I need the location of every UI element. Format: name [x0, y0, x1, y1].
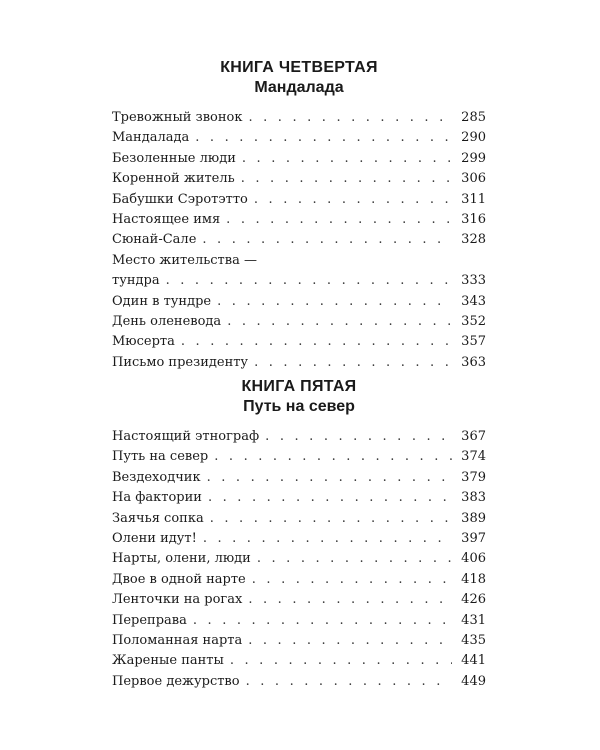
toc-dot-leader	[248, 108, 452, 128]
toc-page-number: 449	[461, 673, 486, 689]
toc-entry-title: Переправа	[112, 612, 187, 628]
toc-entry	[112, 332, 486, 352]
toc-entry	[112, 251, 486, 271]
toc-entry	[112, 488, 486, 508]
toc-page-number: 374	[461, 449, 486, 465]
toc-dot-leader	[248, 631, 452, 651]
toc-entry-title: Первое дежурство	[112, 673, 240, 689]
toc-entry	[112, 128, 486, 148]
toc-entry-title: Один в тундре	[112, 293, 212, 309]
toc-page-number: 435	[461, 632, 486, 648]
toc-entry-title: Безоленные люди	[112, 150, 236, 166]
toc-entry	[112, 549, 486, 569]
toc-dot-leader	[254, 190, 452, 210]
toc-dot-leader	[257, 549, 452, 569]
toc-entry	[112, 427, 486, 447]
toc-entry	[112, 468, 486, 488]
toc-entry-title: Заячья сопка	[112, 510, 204, 526]
toc-dot-leader	[208, 488, 452, 508]
toc-entry	[112, 590, 486, 610]
book-five-subtitle: Путь на север	[243, 398, 355, 415]
toc-entry	[112, 210, 486, 230]
toc-entry-title: тундра	[112, 273, 160, 289]
toc-entry-title: День оленевода	[112, 313, 222, 329]
toc-entry	[112, 509, 486, 529]
toc-dot-leader	[252, 570, 452, 590]
toc-page-number: 418	[461, 571, 486, 587]
toc-entry	[112, 230, 486, 250]
toc-dot-leader	[230, 651, 452, 671]
toc-dot-leader	[248, 590, 452, 610]
toc-dot-leader	[265, 427, 452, 447]
toc-page-number: 343	[461, 293, 486, 309]
toc-page-number: 352	[461, 313, 486, 329]
toc-entry-title: Настоящий этнограф	[112, 429, 260, 444]
toc-dot-leader	[195, 128, 452, 148]
toc-entry	[112, 190, 486, 210]
toc-entry-title: Ленточки на рогах	[112, 592, 243, 608]
book-four-title: КНИГА ЧЕТВЕРТАЯ	[220, 59, 378, 76]
toc-page-number: 406	[461, 551, 486, 567]
toc-entry-title: Место жительства —	[112, 252, 257, 268]
toc-entry-title: Сюнай-Сале	[112, 232, 197, 248]
toc-dot-leader	[210, 509, 452, 529]
toc-entry-title: Поломанная нарта	[112, 632, 243, 648]
toc-dot-leader	[242, 149, 452, 169]
toc-entry	[112, 651, 486, 671]
toc-dot-leader	[193, 611, 452, 631]
toc-page-number: 290	[461, 130, 486, 146]
toc-entry-title: Настоящее имя	[112, 211, 221, 227]
toc-dot-leader	[203, 529, 452, 549]
toc-entry	[112, 570, 486, 590]
toc-page-number: 389	[461, 510, 486, 526]
toc-page-number: 357	[461, 334, 486, 350]
toc-page-number: 367	[461, 429, 486, 444]
toc-entry-title: Коренной житель	[112, 171, 235, 187]
toc-dot-leader	[254, 353, 452, 373]
toc-entry	[112, 672, 486, 692]
toc-dot-leader	[202, 230, 452, 250]
toc-entry-title: Путь на север	[112, 449, 209, 465]
toc-entry-title: На фактории	[112, 490, 202, 506]
toc-entry	[112, 447, 486, 467]
book-four-section	[112, 58, 486, 373]
toc-entry	[112, 271, 486, 291]
toc-entry-title: Бабушки Сэротэтто	[112, 191, 248, 207]
toc-entry	[112, 611, 486, 631]
toc-entry-title: Мюсерта	[112, 334, 175, 350]
book-five-section	[112, 377, 486, 692]
toc-page-number: 431	[461, 612, 486, 628]
toc-entry-title: Мандалада	[112, 130, 190, 146]
toc-entry	[112, 169, 486, 189]
toc-entry	[112, 529, 486, 549]
toc-dot-leader	[246, 672, 452, 692]
toc-dot-leader	[217, 292, 452, 312]
toc-dot-leader	[227, 312, 452, 332]
toc-page-number: 306	[461, 171, 486, 187]
toc-page-number: 379	[461, 469, 486, 485]
toc-dot-leader	[207, 468, 452, 488]
toc-page-number: 426	[461, 592, 486, 608]
toc-page-number: 397	[461, 530, 486, 546]
toc-dot-leader	[226, 210, 452, 230]
toc-page-number: 328	[461, 232, 486, 248]
toc-entry	[112, 108, 486, 128]
toc-dot-leader	[166, 271, 452, 291]
toc-entry-title: Вездеходчик	[112, 469, 201, 485]
toc-page-number: 299	[461, 150, 486, 166]
book-five-toc-list	[112, 427, 486, 692]
toc-dot-leader	[214, 447, 452, 467]
toc-entry-title: Нарты, олени, люди	[112, 551, 251, 567]
toc-page-number: 363	[461, 354, 486, 370]
book-four-subtitle: Мандалада	[254, 79, 344, 96]
toc-page-number: 316	[461, 211, 486, 227]
toc-entry-title: Двое в одной нарте	[112, 571, 246, 587]
toc-entry-title: Тревожный звонок	[112, 110, 243, 125]
toc-entry-title: Олени идут!	[112, 530, 197, 546]
toc-page-number: 285	[461, 110, 486, 125]
toc-page-number: 333	[461, 273, 486, 289]
toc-entry	[112, 353, 486, 373]
toc-entry	[112, 312, 486, 332]
toc-page-number: 441	[461, 653, 486, 669]
toc-entry-title: Жареные панты	[112, 653, 224, 669]
book-four-toc-list	[112, 108, 486, 373]
toc-page-number: 311	[461, 191, 486, 207]
book-five-title: КНИГА ПЯТАЯ	[241, 378, 357, 395]
toc-dot-leader	[241, 169, 452, 189]
toc-dot-leader	[181, 332, 452, 352]
toc-entry-title: Письмо президенту	[112, 354, 249, 370]
toc-entry	[112, 631, 486, 651]
toc-entry	[112, 149, 486, 169]
toc-entry	[112, 292, 486, 312]
toc-page-number: 383	[461, 490, 486, 506]
